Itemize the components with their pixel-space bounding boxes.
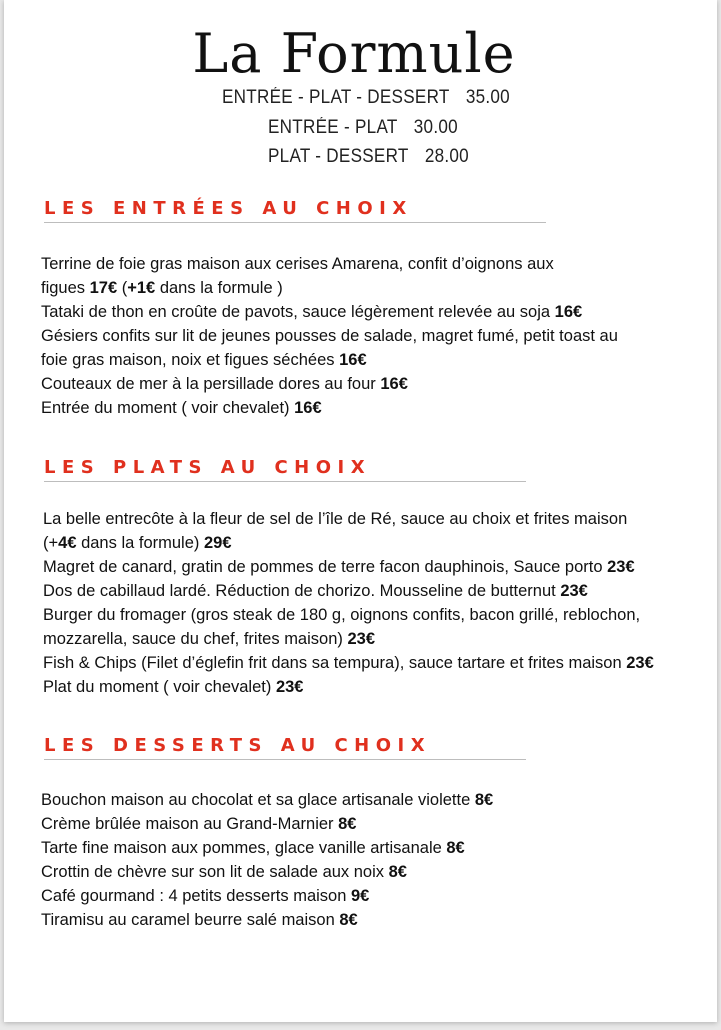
formula-price: 28.00 — [424, 146, 469, 167]
item-price: 29€ — [203, 534, 232, 552]
list-item — [43, 531, 654, 555]
item-text: Crottin de chèvre sur son lit de salade aux noix — [41, 863, 389, 881]
item-price: 16€ — [294, 399, 322, 417]
item-text: Gésiers confits sur lit de jeunes pousses de salade, magret fumé, petit toast au — [41, 327, 618, 345]
list-item — [41, 276, 618, 300]
item-text: Crème brûlée maison au Grand-Marnier — [41, 815, 339, 833]
item-text: Tarte fine maison aux pommes, glace vanille artisanale — [41, 839, 447, 857]
item-note-price: +1€ — [127, 279, 156, 297]
item-text: Burger du fromager (gros steak de 180 g, oignons confits, bacon grillé, reblochon, — [43, 606, 641, 624]
item-text: Plat du moment ( voir chevalet) — [43, 678, 276, 696]
item-price: 8€ — [388, 863, 407, 881]
item-text: Tiramisu au caramel beurre salé maison — [41, 911, 340, 929]
menu-title: La Formule — [192, 22, 516, 85]
section-divider — [44, 481, 526, 482]
list-item — [41, 788, 493, 812]
item-price: 16€ — [380, 375, 408, 393]
section-title-plats: LES PLATS AU CHOIX — [44, 457, 372, 478]
section-divider — [44, 759, 526, 760]
item-price: 23€ — [275, 678, 304, 696]
list-item — [43, 579, 654, 603]
item-text: Café gourmand : 4 petits desserts maison — [41, 887, 351, 905]
item-price: 17€ — [89, 279, 118, 297]
list-item — [41, 252, 618, 276]
item-note: dans la formule) — [76, 534, 204, 552]
item-text: figues — [41, 279, 90, 297]
item-price: 23€ — [560, 582, 588, 600]
item-text: Dos de cabillaud lardé. Réduction de chorizo. Mousseline de butternut — [43, 582, 561, 600]
item-note: ( — [117, 279, 128, 297]
item-price: 8€ — [338, 815, 357, 833]
item-price: 8€ — [446, 839, 465, 857]
item-text: La belle entrecôte à la fleur de sel de l’île de Ré, sauce au choix et frites maison — [43, 510, 628, 528]
item-price: 9€ — [351, 887, 370, 905]
list-item — [41, 836, 493, 860]
item-text: Couteaux de mer à la persillade dores au four — [41, 375, 381, 393]
item-text: Bouchon maison au chocolat et sa glace artisanale violette — [41, 791, 475, 809]
item-price: 23€ — [607, 558, 635, 576]
formula-line — [268, 146, 469, 168]
desserts-list — [41, 788, 493, 932]
formula-label: ENTRÉE - PLAT - DESSERT — [222, 87, 450, 108]
formula-label: PLAT - DESSERT — [268, 146, 409, 167]
section-divider — [44, 222, 546, 223]
item-price: 8€ — [339, 911, 358, 929]
item-price: 16€ — [339, 351, 367, 369]
formula-label: ENTRÉE - PLAT — [268, 117, 398, 138]
list-item — [43, 675, 654, 699]
item-note: dans la formule ) — [155, 279, 283, 297]
list-item — [43, 603, 654, 627]
list-item — [41, 348, 618, 372]
entrees-list — [41, 252, 618, 420]
list-item — [43, 555, 654, 579]
item-text: (+ — [43, 534, 59, 552]
formula-price: 35.00 — [465, 87, 510, 108]
item-price: 23€ — [626, 654, 654, 672]
list-item — [41, 300, 618, 324]
item-text: Terrine de foie gras maison aux cerises Amarena, confit d’oignons aux — [41, 255, 554, 273]
section-title-entrees: LES ENTRÉES AU CHOIX — [44, 198, 413, 219]
list-item — [41, 372, 618, 396]
list-item — [43, 507, 654, 531]
item-text: Magret de canard, gratin de pommes de terre facon dauphinois, Sauce porto — [43, 558, 608, 576]
item-price: 8€ — [474, 791, 494, 809]
list-item — [43, 627, 654, 651]
formula-line — [268, 117, 458, 139]
list-item — [41, 324, 618, 348]
item-text: Fish & Chips (Filet d’églefin frit dans sa tempura), sauce tartare et frites maison — [43, 654, 627, 672]
list-item — [43, 651, 654, 675]
item-price: 16€ — [554, 303, 583, 321]
list-item — [41, 908, 493, 932]
item-text: foie gras maison, noix et figues séchées — [41, 351, 340, 369]
list-item — [41, 884, 493, 908]
section-title-desserts: LES DESSERTS AU CHOIX — [44, 735, 432, 756]
item-text: Tataki de thon en croûte de pavots, sauce légèrement relevée au soja — [41, 303, 555, 321]
list-item — [41, 812, 493, 836]
plats-list — [43, 507, 654, 699]
formula-line — [222, 87, 510, 109]
menu-page — [4, 0, 717, 1022]
item-text: Entrée du moment ( voir chevalet) — [41, 399, 295, 417]
item-price: 23€ — [347, 630, 375, 648]
item-note-price: 4€ — [58, 534, 77, 552]
list-item — [41, 860, 493, 884]
formula-price: 30.00 — [413, 117, 458, 138]
list-item — [41, 396, 618, 420]
item-text: mozzarella, sauce du chef, frites maison) — [43, 630, 348, 648]
